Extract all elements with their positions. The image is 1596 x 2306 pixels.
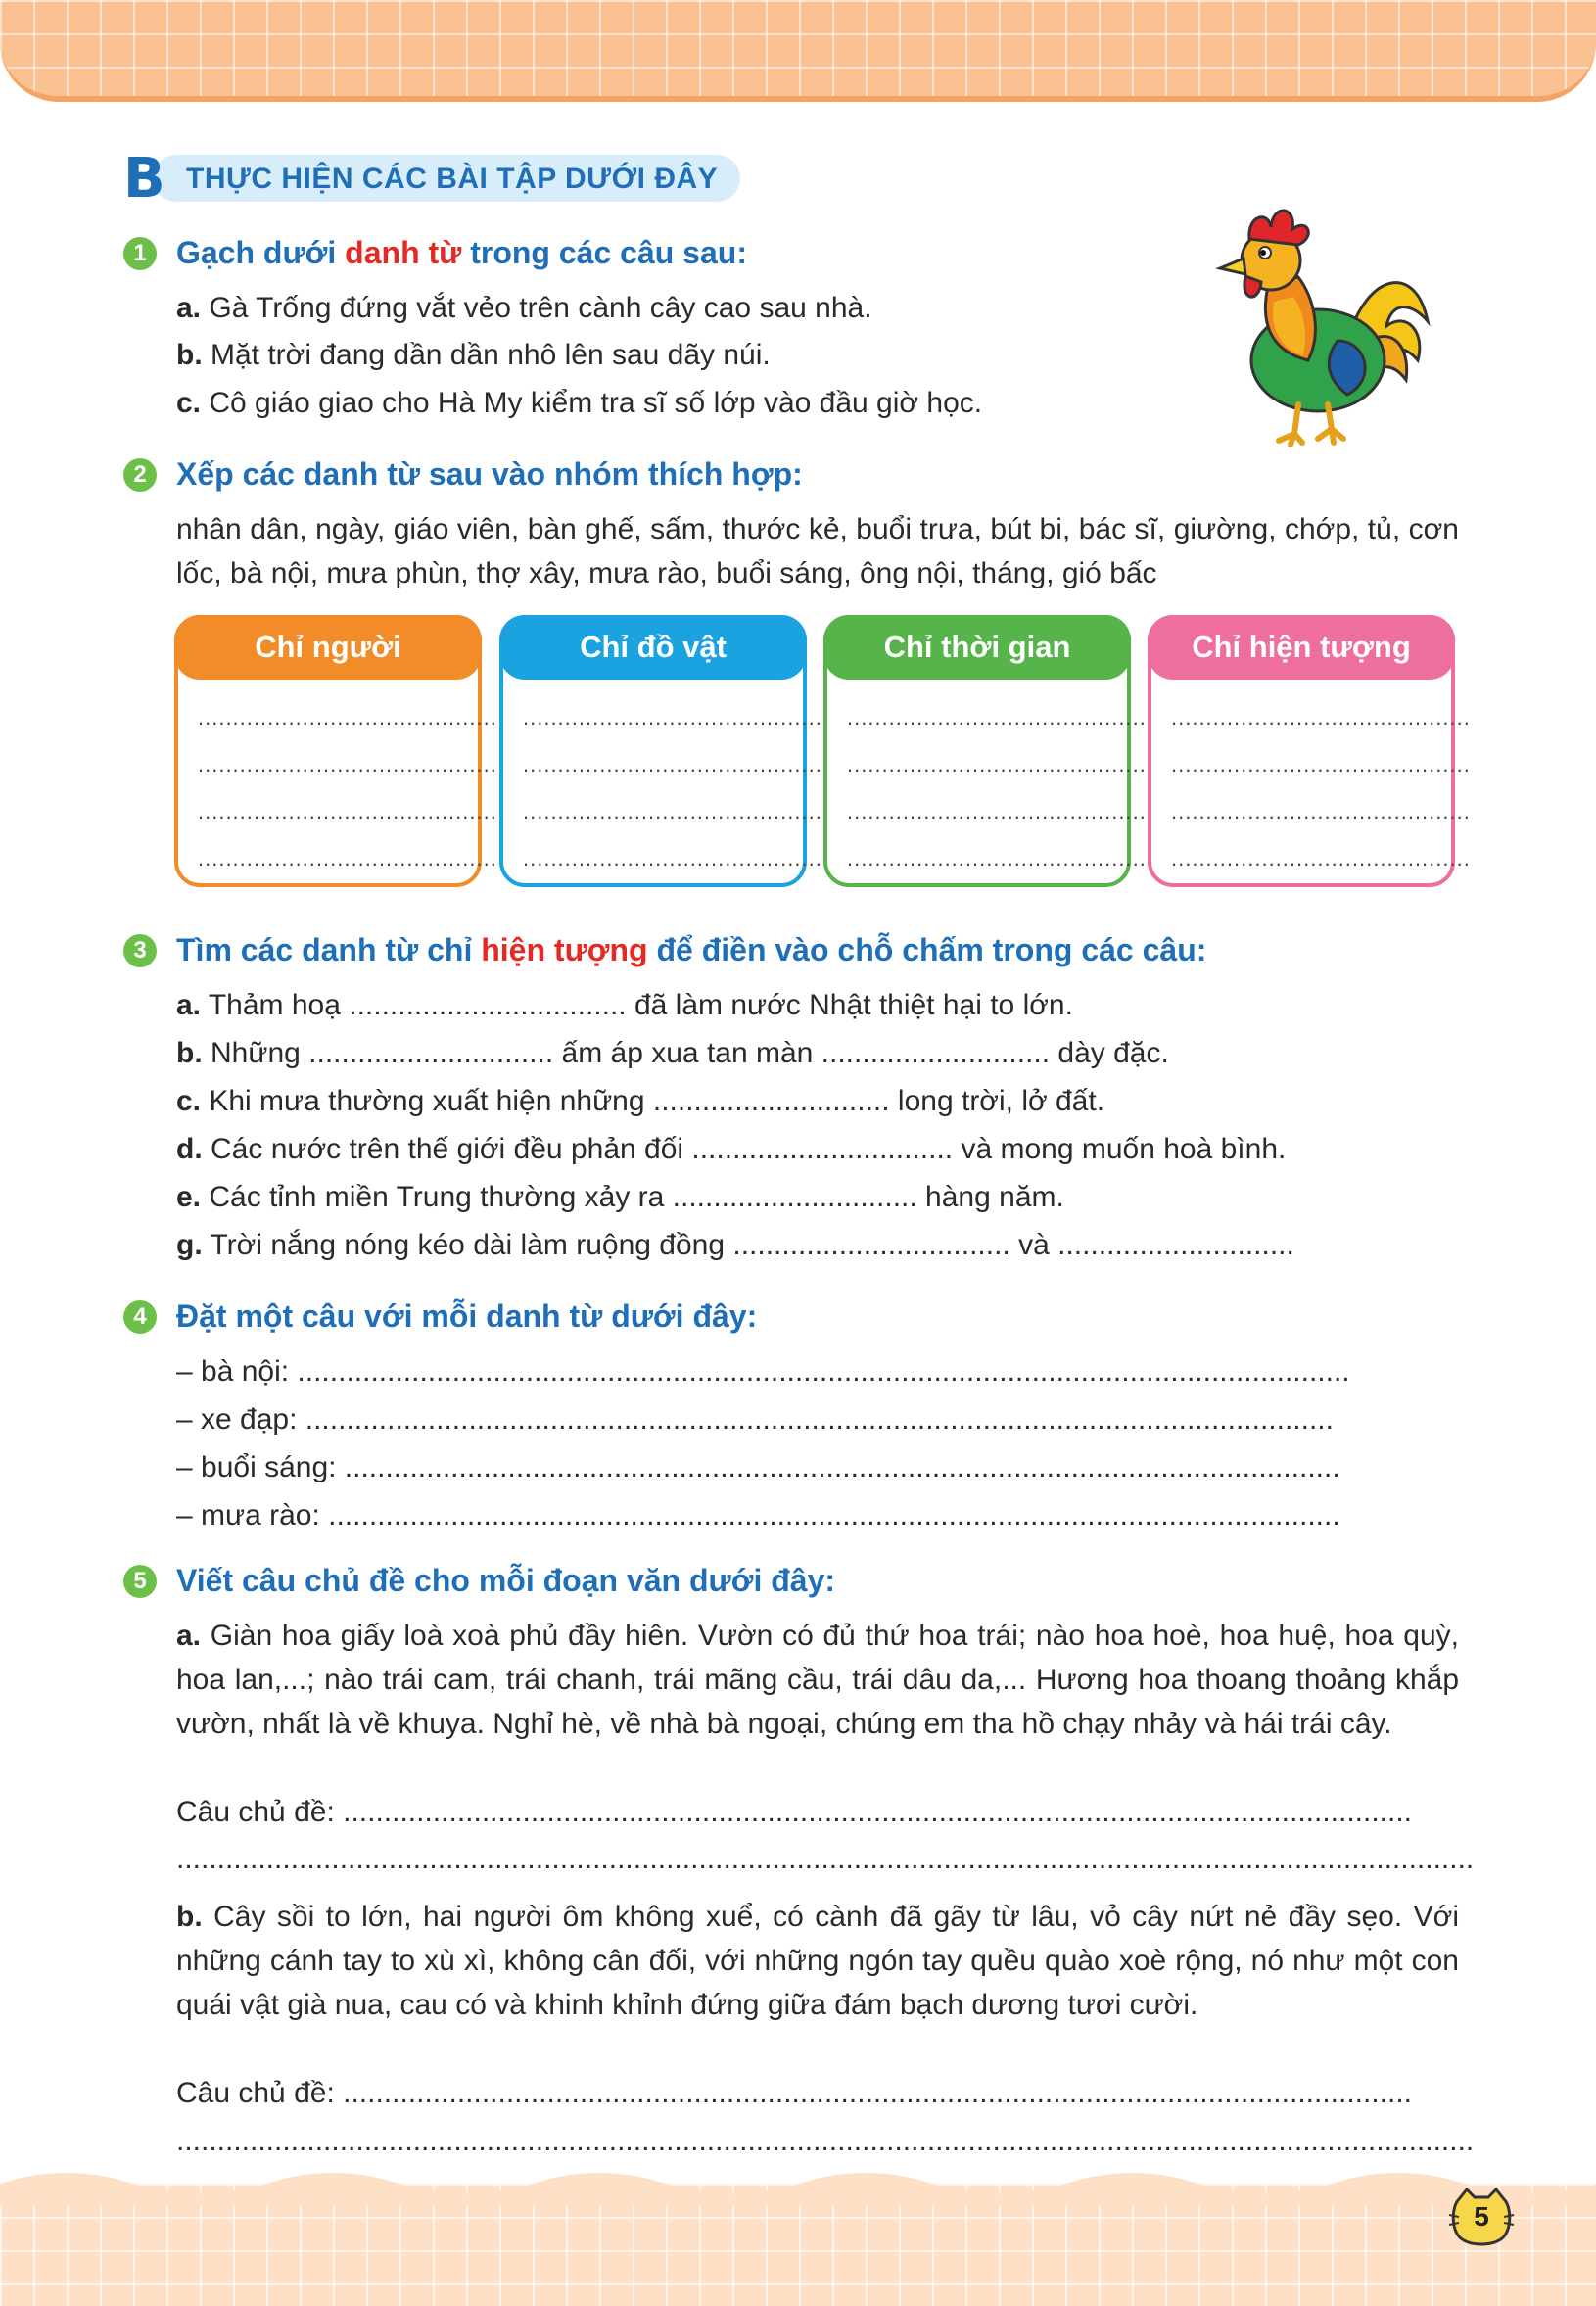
page-number-badge bbox=[1447, 2186, 1516, 2248]
q4-item[interactable]: – mưa rào: ............................................................................................................................ bbox=[176, 1499, 1340, 1531]
q1-title-red: danh từ bbox=[345, 235, 462, 270]
question-4-title: Đặt một câu với mỗi danh từ dưới đây: bbox=[176, 1298, 758, 1334]
answer-line[interactable]: ........................................... bbox=[1171, 705, 1471, 729]
q3-item-e bbox=[176, 1181, 1064, 1214]
answer-line[interactable]: ........................................... bbox=[1171, 846, 1471, 871]
q5-a-extra-line[interactable]: ............................................................................................................................................................... bbox=[176, 1843, 1475, 1875]
q2-word-list: nhân dân, ngày, giáo viên, bàn ghế, sấm, thước kẻ, buổi trưa, bút bi, bác sĩ, giường, chớp, tủ, cơn lốc, bà nội, mưa phùn, thợ xây, mưa rào, buổi sáng, ông nội, tháng, gió bấc bbox=[176, 513, 1459, 589]
question-2-title: Xếp các danh từ sau vào nhóm thích hợp: bbox=[176, 456, 803, 492]
q5-a-text: Giàn hoa giấy loà xoà phủ đầy hiên. Vườn có đủ thứ hoa trái; nào hoa hoè, hoa huệ, hoa quỳ, hoa lan,...; nào trái cam, trái chanh, trái mãng cầu, trái dâu da,... Hương hoa thoang thoảng khắp vườn, nhất là về khuya. Nghỉ hè, về nhà bà ngoại, chúng em tha hồ chạy nhảy và hái trái cây. bbox=[176, 1620, 1459, 1740]
question-5-title: Viết câu chủ đề cho mỗi đoạn văn dưới đây: bbox=[176, 1563, 836, 1598]
answer-line[interactable]: ........................................... bbox=[523, 846, 822, 871]
topic-label: Câu chủ đề: bbox=[176, 2077, 344, 2109]
q3-item-c-text: Khi mưa thường xuất hiện những ............................. long trời, lở đất. bbox=[201, 1085, 1105, 1117]
q3-title-b: để điền vào chỗ chấm trong các câu: bbox=[647, 932, 1207, 967]
group-box-phenomena bbox=[1148, 615, 1471, 887]
topic-label: Câu chủ đề: bbox=[176, 1796, 344, 1828]
question-4-number: 4 bbox=[123, 1300, 157, 1334]
q4-item[interactable]: – xe đạp: .............................................................................................................................. bbox=[176, 1403, 1334, 1435]
bottom-banner bbox=[0, 2184, 1596, 2306]
answer-line[interactable]: ........................................... bbox=[847, 705, 1147, 729]
q1-title-b: trong các câu sau: bbox=[461, 235, 747, 270]
answer-line[interactable]: ........................................... bbox=[1171, 752, 1471, 777]
question-3-title bbox=[176, 932, 1206, 968]
topic-dots: ................................................................................................................................... bbox=[343, 1796, 1413, 1828]
q5-b-text: Cây sồi to lớn, hai người ôm không xuể, có cành đã gãy từ lâu, vỏ cây nứt nẻ đầy sẹo. Với những cánh tay to xù xì, không cân đối, với những ngón tay quều quào xoè rộng, nó như một con quái vật già nua, cau có và khinh khỉnh đứng giữa đám bạch dương tươi cười. bbox=[176, 1901, 1459, 2021]
section-title: THỰC HIỆN CÁC BÀI TẬP DƯỚI ĐÂY bbox=[186, 163, 719, 195]
question-5-number: 5 bbox=[123, 1565, 157, 1598]
q3-item-d-text: Các nước trên thế giới đều phản đối ................................ và mong muốn hoà bình. bbox=[202, 1133, 1287, 1165]
answer-line[interactable]: ........................................... bbox=[1171, 799, 1471, 824]
group-box-time-title: Chỉ thời gian bbox=[823, 615, 1131, 680]
question-3-number: 3 bbox=[123, 934, 157, 967]
q3-item-a-text: Thảm hoạ .................................. đã làm nước Nhật thiệt hại to lớn. bbox=[201, 989, 1073, 1021]
q1-item-b-label: b. bbox=[176, 339, 203, 371]
q3-item-a bbox=[176, 989, 1073, 1022]
group-box-people-title: Chỉ người bbox=[174, 615, 482, 680]
q1-item-b-text: Mặt trời đang dần dần nhô lên sau dãy núi. bbox=[202, 339, 771, 371]
answer-line[interactable]: ........................................... bbox=[523, 705, 822, 729]
q1-item-c bbox=[176, 387, 982, 420]
topic-dots: ................................................................................................................................... bbox=[343, 2077, 1413, 2109]
q5-b-label: b. bbox=[176, 1901, 203, 1933]
q1-item-a bbox=[176, 292, 872, 325]
q4-item[interactable]: – bà nội: ................................................................................................................................. bbox=[176, 1355, 1350, 1388]
question-2-number: 2 bbox=[123, 458, 157, 492]
question-1-title bbox=[176, 235, 747, 271]
q5-a-topic-line[interactable] bbox=[176, 1796, 1412, 1829]
q5-paragraph-b bbox=[176, 1895, 1459, 2027]
q3-item-g-label: g. bbox=[176, 1229, 203, 1261]
q3-title-a: Tìm các danh từ chỉ bbox=[176, 932, 482, 967]
answer-line[interactable]: ........................................... bbox=[198, 752, 497, 777]
q4-item[interactable]: – buổi sáng: .......................................................................................................................... bbox=[176, 1451, 1340, 1483]
section-letter: B bbox=[123, 147, 165, 211]
answer-line[interactable]: ........................................... bbox=[847, 799, 1147, 824]
group-box-objects-title: Chỉ đồ vật bbox=[499, 615, 807, 680]
answer-line[interactable]: ........................................... bbox=[198, 799, 497, 824]
q3-item-b-label: b. bbox=[176, 1037, 203, 1069]
q1-title-a: Gạch dưới bbox=[176, 235, 346, 270]
q5-b-topic-line[interactable] bbox=[176, 2077, 1412, 2110]
page-number: 5 bbox=[1474, 2201, 1489, 2232]
answer-line[interactable]: ........................................... bbox=[198, 846, 497, 871]
q1-item-c-text: Cô giáo giao cho Hà My kiểm tra sĩ số lớp vào đầu giờ học. bbox=[201, 387, 983, 419]
answer-line[interactable]: ........................................... bbox=[847, 846, 1147, 871]
q5-b-extra-line[interactable]: ............................................................................................................................................................... bbox=[176, 2125, 1475, 2157]
q1-item-a-text: Gà Trống đứng vắt vẻo trên cành cây cao sau nhà. bbox=[201, 292, 872, 324]
q3-item-g-text: Trời nắng nóng kéo dài làm ruộng đồng .................................. và ............................. bbox=[202, 1229, 1294, 1261]
q3-item-b-text: Những .............................. ấm áp xua tan màn ............................ dày đặc. bbox=[202, 1037, 1169, 1069]
q3-item-e-text: Các tỉnh miền Trung thường xảy ra .............................. hàng năm. bbox=[201, 1181, 1064, 1213]
q3-item-d-label: d. bbox=[176, 1133, 203, 1165]
answer-line[interactable]: ........................................... bbox=[523, 799, 822, 824]
group-box-time bbox=[823, 615, 1147, 887]
q3-item-c bbox=[176, 1085, 1104, 1118]
question-1-number: 1 bbox=[123, 237, 157, 270]
q3-title-red: hiện tượng bbox=[481, 932, 648, 967]
q1-item-b bbox=[176, 339, 771, 372]
q3-item-d bbox=[176, 1133, 1286, 1166]
answer-line[interactable]: ........................................... bbox=[847, 752, 1147, 777]
q3-item-a-label: a. bbox=[176, 989, 202, 1021]
bottom-wave bbox=[0, 2162, 1596, 2205]
q3-item-g bbox=[176, 1229, 1294, 1262]
q3-item-c-label: c. bbox=[176, 1085, 202, 1117]
rooster-illustration bbox=[1200, 194, 1435, 450]
group-box-people bbox=[174, 615, 497, 887]
group-box-phenomena-title: Chỉ hiện tượng bbox=[1148, 615, 1455, 680]
q3-item-b bbox=[176, 1037, 1169, 1070]
q1-item-a-label: a. bbox=[176, 292, 202, 324]
q1-item-c-label: c. bbox=[176, 387, 202, 419]
q5-paragraph-a bbox=[176, 1614, 1459, 1746]
q3-item-e-label: e. bbox=[176, 1181, 202, 1213]
q5-a-label: a. bbox=[176, 1620, 202, 1652]
answer-line[interactable]: ........................................... bbox=[523, 752, 822, 777]
group-box-objects bbox=[499, 615, 822, 887]
answer-line[interactable]: ........................................... bbox=[198, 705, 497, 729]
